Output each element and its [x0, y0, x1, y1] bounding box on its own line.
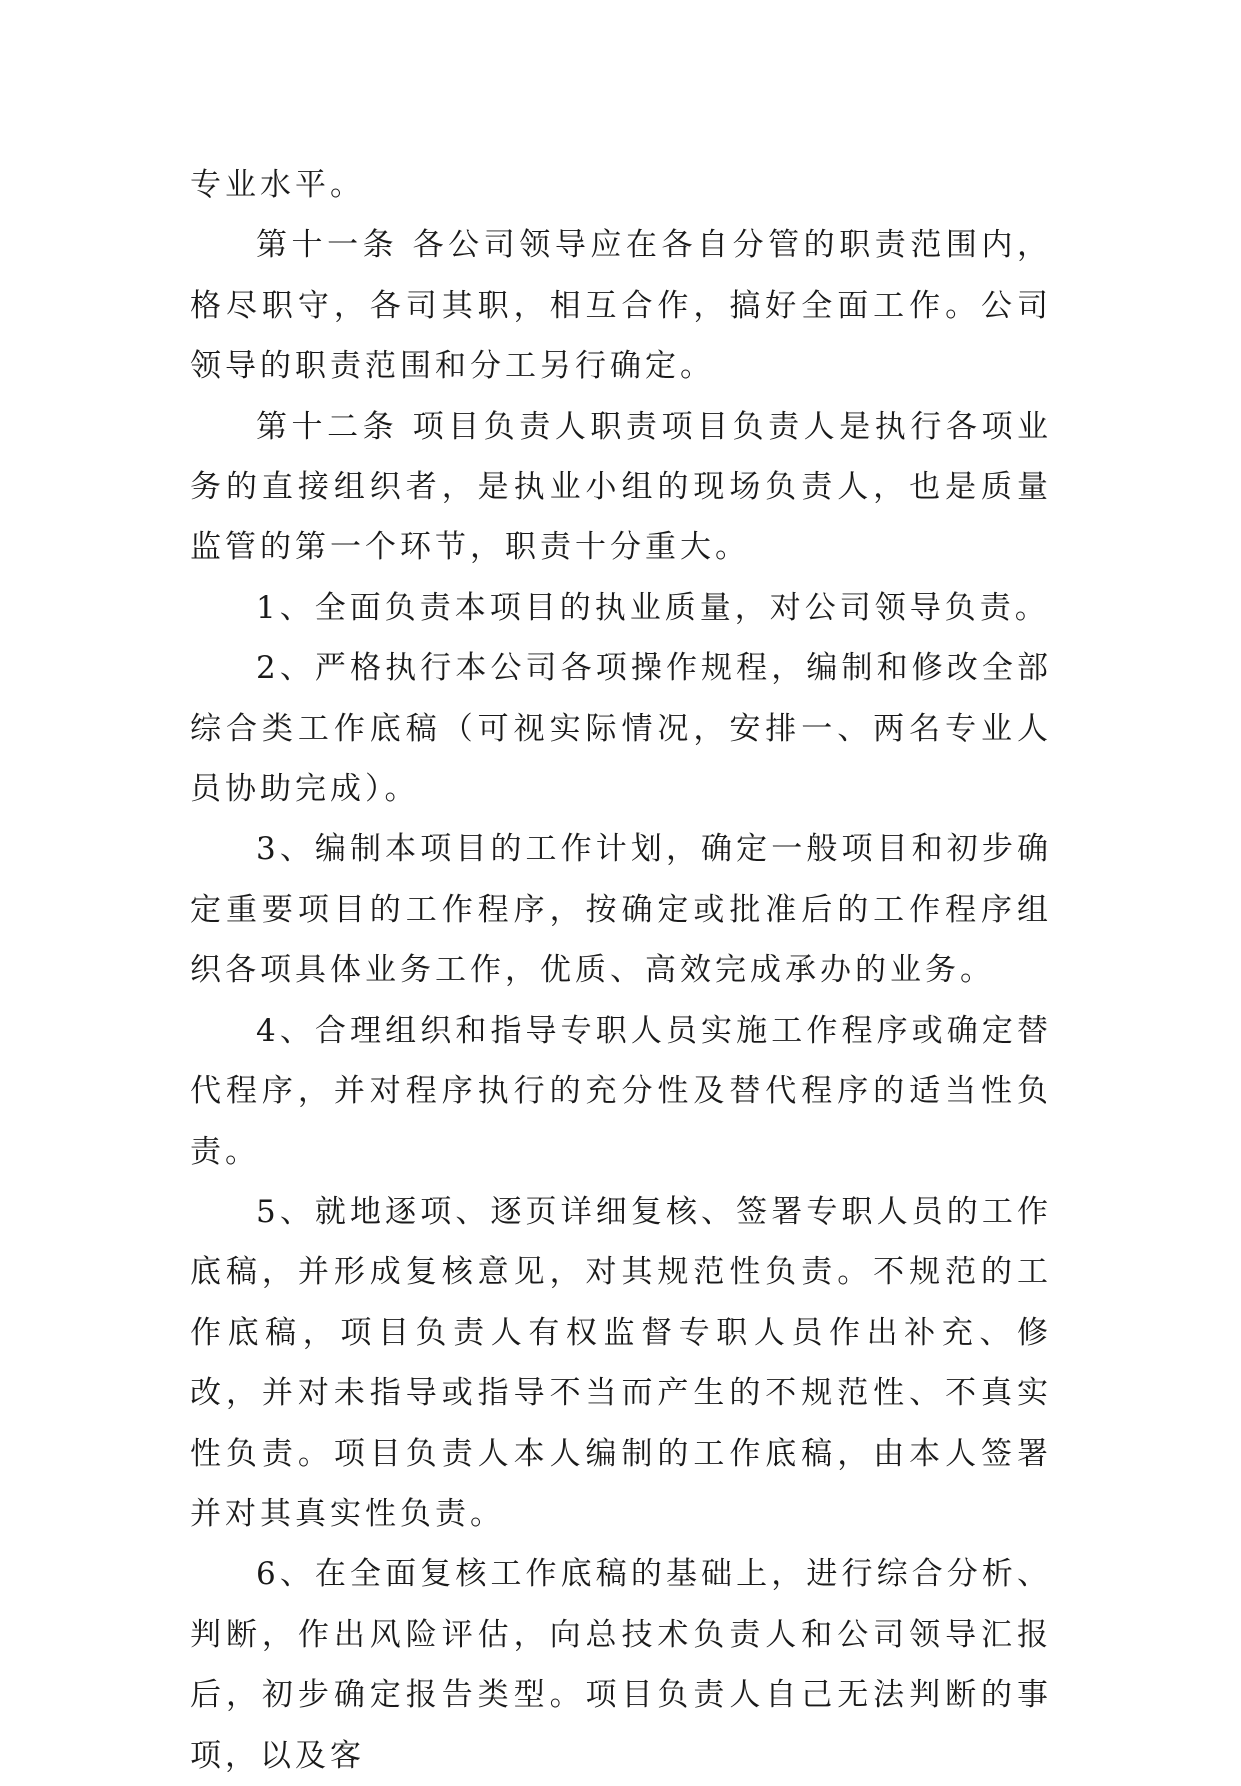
paragraph-continuation: 专业水平。: [190, 167, 365, 203]
document-body: [190, 155, 1052, 1786]
list-item-3: 3、编制本项目的工作计划，确定一般项目和初步确定重要项目的工作程序，按确定或批准后的工作程序组织各项具体业务工作，优质、高效完成承办的业务。: [190, 831, 1052, 989]
list-item-1: 1、全面负责本项目的执业质量，对公司领导负责。: [256, 589, 1050, 626]
list-item-5: 5、就地逐项、逐页详细复核、签署专职人员的工作底稿，并形成复核意见，对其规范性负责。不规范的工作底稿，项目负责人有权监督专职人员作出补充、修改，并对未指导或指导不当而产生的不规范性、不真实性负责。项目负责人本人编制的工作底稿，由本人签署并对其真实性负责。: [190, 1193, 1052, 1532]
list-item-4: 4、合理组织和指导专职人员实施工作程序或确定替代程序，并对程序执行的充分性及替代程序的适当性负责。: [190, 1012, 1052, 1170]
list-item-2: 2、严格执行本公司各项操作规程，编制和修改全部综合类工作底稿（可视实际情况，安排一、两名专业人员协助完成）。: [190, 650, 1052, 808]
paragraph-article-11: 第十一条 各公司领导应在各自分管的职责范围内，格尽职守，各司其职，相互合作，搞好全面工作。公司领导的职责范围和分工另行确定。: [190, 227, 1052, 385]
paragraph-article-12: 第十二条 项目负责人职责项目负责人是执行各项业务的直接组织者，是执业小组的现场负责人，也是质量监管的第一个环节，职责十分重大。: [190, 408, 1052, 566]
list-item-6: 6、在全面复核工作底稿的基础上，进行综合分析、判断，作出风险评估，向总技术负责人和公司领导汇报后，初步确定报告类型。项目负责人自己无法判断的事项，以及客: [190, 1556, 1052, 1774]
